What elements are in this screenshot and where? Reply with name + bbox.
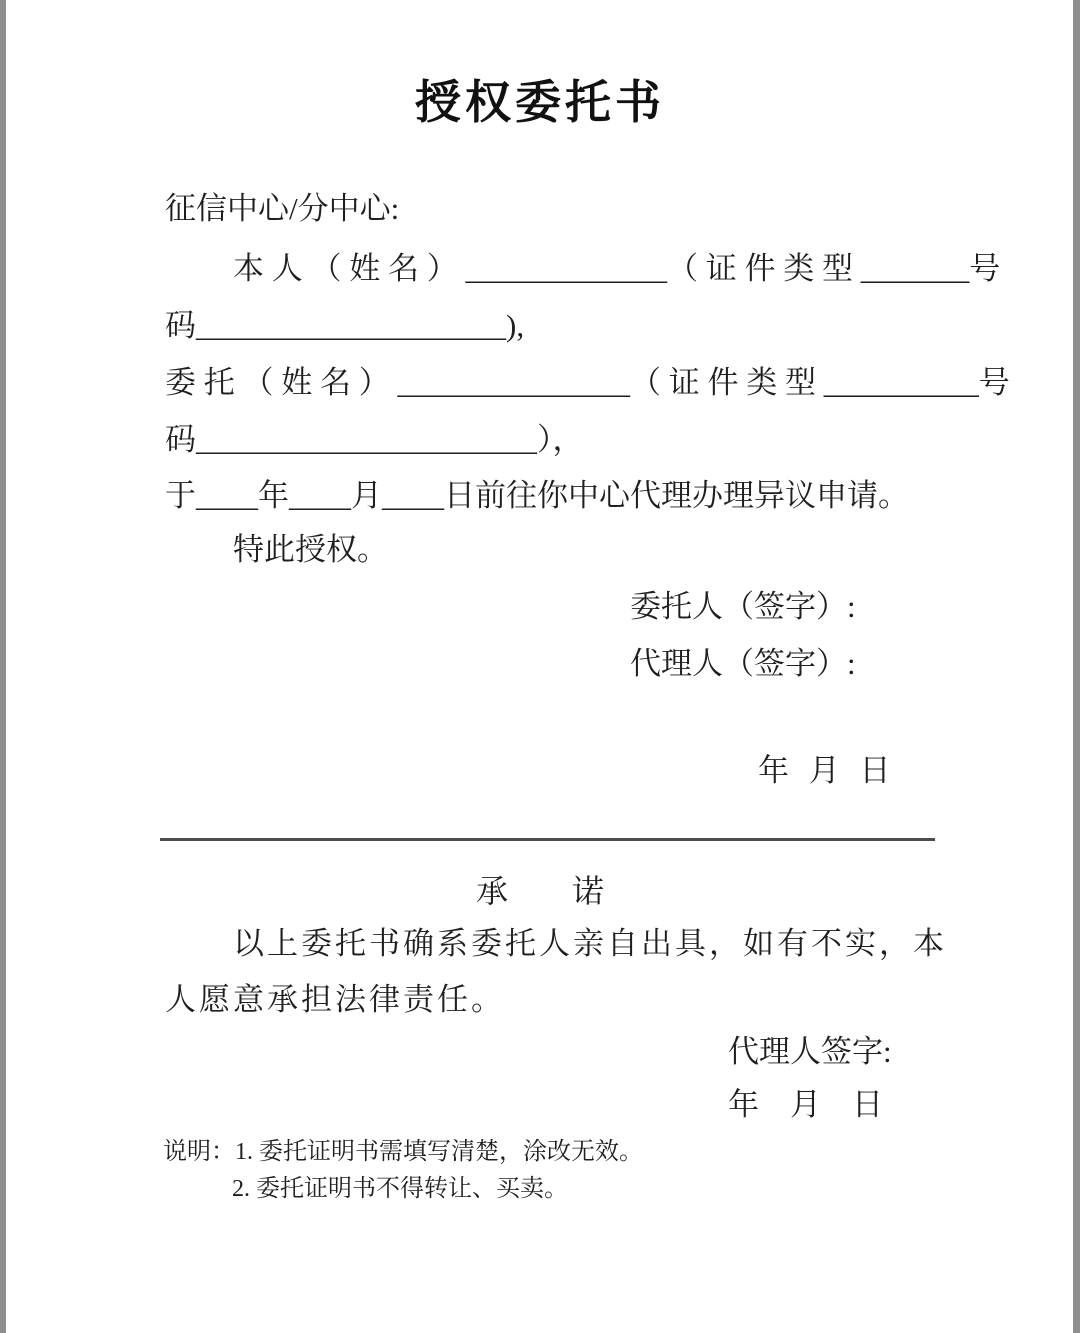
note-item-2: 2. 委托证明书不得转让、买卖。 [232, 1176, 568, 1202]
note-item-1: 1. 委托证明书需填写清楚，涂改无效。 [235, 1139, 643, 1165]
agent-signature-label: 代理人（签字）: [630, 646, 856, 681]
document-title: 授权委托书 [415, 77, 665, 128]
principal-id-number-line: 码____________________), [165, 308, 525, 343]
authorization-statement: 特此授权。 [233, 532, 388, 567]
promise-agent-signature-label: 代理人签字: [728, 1034, 892, 1069]
page-edge-left [0, 0, 6, 1333]
signature-date-line: 年 月 日 [758, 753, 897, 788]
salutation-line: 征信中心/分中心: [165, 191, 400, 226]
section-divider-line [160, 838, 935, 841]
principal-name-line: 本 人 （ 姓 名 ） _____________（ 证 件 类 型 _______号 [233, 251, 1001, 286]
notes-label: 说明： [163, 1139, 235, 1165]
promise-text-line-2: 人愿意承担法律责任。 [165, 982, 505, 1017]
promise-text-line-1: 以上委托书确系委托人亲自出具，如有不实，本 [233, 926, 947, 961]
promise-section-heading: 承 诺 [475, 873, 604, 909]
principal-signature-label: 委托人（签字）: [630, 589, 856, 624]
visit-date-line: 于____年____月____日前往你中心代理办理异议申请。 [165, 478, 909, 513]
agent-name-line: 委 托 （ 姓 名 ） _______________（ 证 件 类 型 __________号 [165, 365, 1010, 400]
agent-id-number-line: 码______________________）， [165, 422, 584, 457]
notes-line-2 [232, 1174, 568, 1205]
promise-date-line: 年 月 日 [728, 1087, 883, 1122]
notes-line-1 [163, 1137, 643, 1168]
page-edge-right [1073, 0, 1080, 1333]
